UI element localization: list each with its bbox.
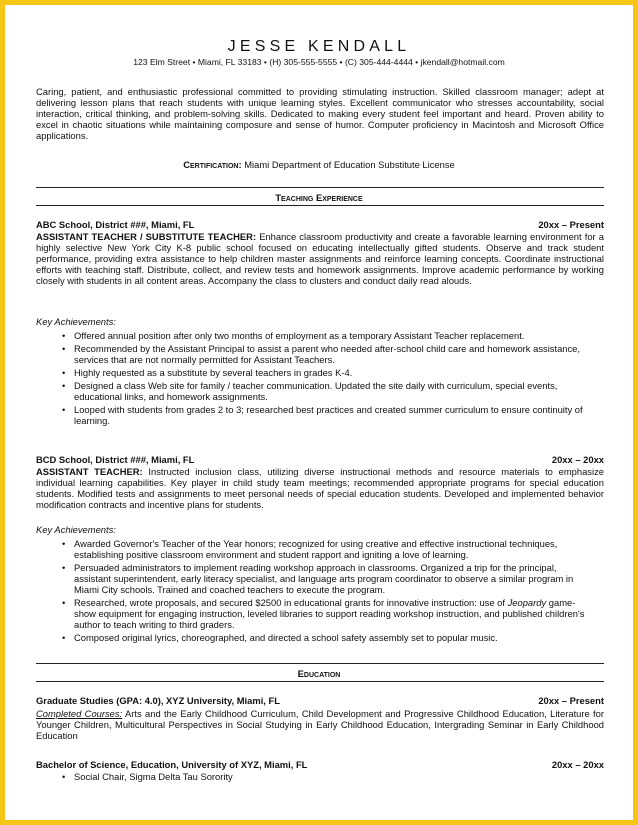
section-title-experience: Teaching Experience [275,192,363,203]
list-item: • Highly requested as a substitute by several teachers in grades K-4. [36,367,586,378]
list-item: • Recommended by the Assistant Principal to assist a parent who needed after-school child care and homework assistance, services that are not normally permitted for Assistant Teachers. [36,343,586,365]
list-item: • Awarded Governor's Teacher of the Year honors; recognized for using creative and effective instructional techniques, establishing positive classroom environment and student rapport and igniting a love of learning. [36,538,586,560]
job-organization: BCD School, District ###, Miami, FL [36,454,195,465]
job-dates: 20xx – Present [538,219,604,230]
certification-value: Miami Department of Education Substitute License [244,159,455,170]
list-item: • Designed a class Web site for family / teacher communication. Updated the site daily with curriculum, special events, educational links, and homework assignments. [36,380,586,402]
contact-line: 123 Elm Street • Miami, FL 33183 • (H) 305-555-5555 • (C) 305-444-4444 • jkendall@hotmail.com [133,57,505,67]
job-dates: 20xx – 20xx [551,454,604,465]
list-item: • Composed original lyrics, choreographed, and directed a school safety assembly set to popular music. [36,632,586,643]
summary-paragraph: Caring, patient, and enthusiastic professional committed to providing stimulating instruction. Skilled classroom manager; adept at delivering lesson plans that reach students with unique learning styles. Excellent communicator who stresses accountability, social interaction, critical thinking, and problem-solving skills. Dedicated to making every student feel important and heard. Proven ability to excel in chaotic situations while maintaining composure and sense of humor. Computer proficiency in Macintosh and Microsoft Office applications. [36,86,604,141]
section-rule [36,205,604,206]
job-description [36,231,604,286]
degree-dates: 20xx – 20xx [551,759,604,770]
section-rule [36,187,604,188]
job-heading [36,219,604,230]
achievements-list [36,330,586,428]
candidate-name: JESSE KENDALL [227,38,411,55]
education-heading [36,759,604,770]
job-organization: ABC School, District ###, Miami, FL [36,219,195,230]
job-heading [36,454,604,465]
education-heading [36,695,604,706]
degree-name: Graduate Studies (GPA: 4.0), XYZ University, Miami, FL [36,695,280,706]
job-role: ASSISTANT TEACHER: [36,466,143,477]
certification-label: Certification: [183,159,242,170]
degree-dates: 20xx – Present [538,695,604,706]
courses-paragraph [36,708,604,741]
courses-label: Completed Courses: [36,708,123,719]
list-item: • Offered annual position after only two months of employment as a temporary Assistant Teacher replacement. [36,330,586,341]
job-description-text: Instructed inclusion class, utilizing diverse instructional methods and resource materials to emphasize individual learning capabilities. Key player in child study team meetings; recommended appropriate programs for special education students. Modified tests and assignments to meet personal needs of special education students. Developed and implemented behavior modification contracts and incentive plans for students. [36,466,604,510]
list-item: • Looped with students from grades 2 to 3; researched best practices and created summer curriculum to ensure continuity of learning. [36,404,586,426]
section-rule [36,663,604,664]
list-item: • Social Chair, Sigma Delta Tau Sorority [36,771,586,782]
job-description-text: Enhance classroom productivity and create a favorable learning environment for a highly selective New York City K-8 public school focused on educating intellectually gifted students. Observe and track student performance, providing extra assistance to help children master assignments and reinforce learning concepts. Coordinate instructional efforts with teaching staff. Distribute, collect, and review tests and homework assignments. Improve academic performance by working closely with students in all content areas. Accompany the class to clusters and conduct daily read alouds. [36,231,604,286]
list-item: • Researched, wrote proposals, and secured $2500 in educational grants for innovative instruction: use of Jeopardy game- show equipment for engaging instruction, leveled libraries to support reading workshop instruction, and published children's author to teach writing to third graders. [36,597,586,630]
achievements-label: Key Achievements: [36,316,116,327]
section-title-education: Education [297,668,341,679]
list-item: • Persuaded administrators to implement reading workshop approach in classrooms. Organized a trip for the principal, assistant superintendent, early literacy specialist, and language arts program coordinator to observe a similar program in Miami City schools. Trained and coached teachers to execute the program. [36,562,586,595]
resume-page [5,5,633,820]
section-rule [36,681,604,682]
job-description [36,466,604,510]
courses-text: Arts and the Early Childhood Curriculum, Child Development and Progressive Childhood Education, Literature for Younger Children, Multicultural Perspectives in Social Studying in Early Childhood Education, Intergrading Seminar in Early Childhood Education [36,708,604,741]
education-bullets [36,771,586,784]
achievements-label: Key Achievements: [36,524,116,535]
job-role: ASSISTANT TEACHER / SUBSTITUTE TEACHER: [36,231,257,242]
degree-name: Bachelor of Science, Education, University of XYZ, Miami, FL [36,759,308,770]
achievements-list [36,538,586,645]
certification-line [5,159,633,170]
